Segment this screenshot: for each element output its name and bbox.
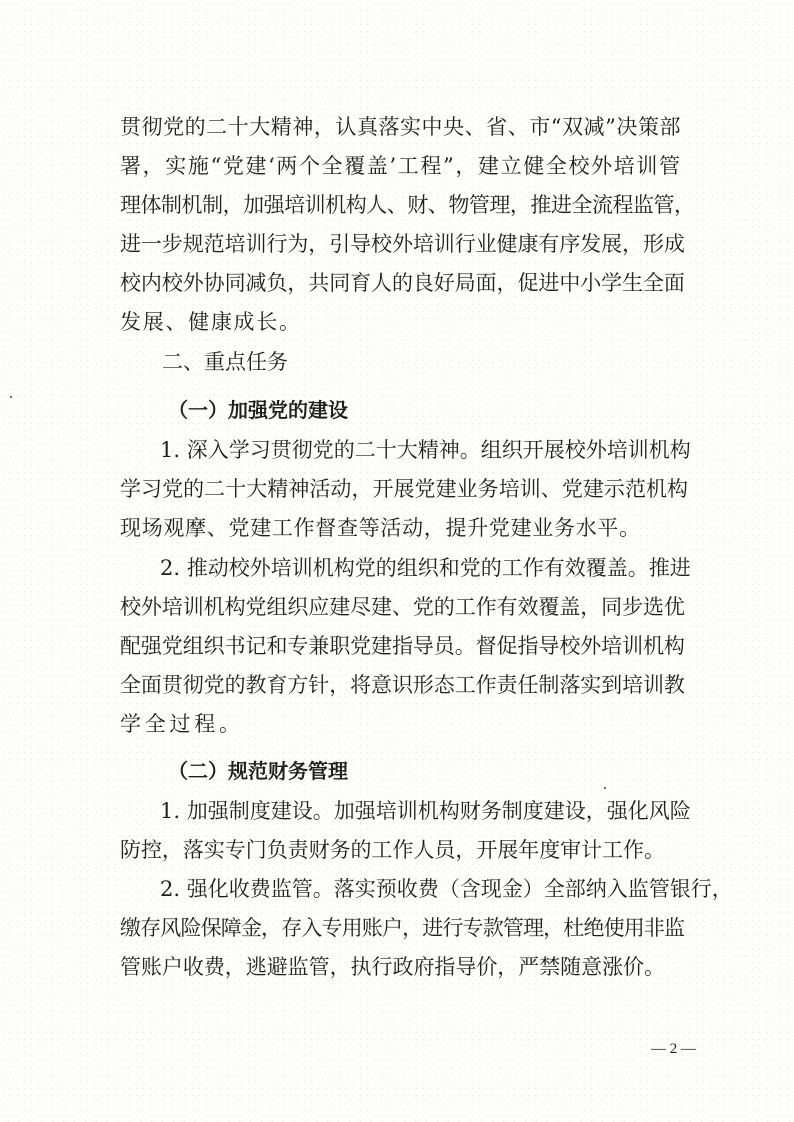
- paragraph-line: 全面贯彻党的教育方针，将意识形态工作责任制落实到培训教: [120, 673, 685, 697]
- paragraph-line: 管账户收费，逃避监管，执行政府指导价，严禁随意涨价。: [120, 955, 665, 979]
- subsection-heading: （二）规范财务管理: [168, 759, 348, 783]
- paragraph-line: 发展、健康成长。: [120, 310, 302, 334]
- paragraph-line: 1. 加强制度建设。加强培训机构财务制度建设，强化风险: [160, 799, 691, 823]
- section-heading: 二、重点任务: [162, 350, 288, 374]
- paragraph-line: 2. 强化收费监管。落实预收费（含现金）全部纳入监管银行，: [160, 877, 733, 901]
- paragraph-line: 校外培训机构党组织应建尽建、党的工作有效覆盖，同步选优: [120, 595, 685, 619]
- paragraph-line: 校内校外协同减负，共同育人的良好局面，促进中小学生全面: [120, 271, 685, 295]
- page-number: — 2 —: [651, 1041, 696, 1057]
- paragraph-line: 学习党的二十大精神活动，开展党建业务培训、党建示范机构: [120, 477, 689, 501]
- paragraph-line: 配强党组织书记和专兼职党建指导员。督促指导校外培训机构: [120, 634, 685, 658]
- paragraph-line: 贯彻党的二十大精神，认真落实中央、省、市“双减”决策部: [120, 115, 682, 139]
- paragraph-line: 1. 深入学习贯彻党的二十大精神。组织开展校外培训机构: [160, 438, 691, 462]
- subsection-heading: （一）加强党的建设: [168, 398, 348, 422]
- paragraph-line: 防控，落实专门负责财务的工作人员，开展年度审计工作。: [120, 838, 665, 862]
- paragraph-line: 缴存风险保障金，存入专用账户，进行专款管理，杜绝使用非监: [120, 916, 685, 940]
- scan-speck: [604, 787, 606, 789]
- paragraph-line: 理体制机制，加强培训机构人、财、物管理，推进全流程监管，: [120, 193, 695, 217]
- paragraph-line: 2. 推动校外培训机构党的组织和党的工作有效覆盖。推进: [160, 556, 691, 580]
- scan-speck: [10, 396, 12, 398]
- paragraph-line: 进一步规范培训行为，引导校外培训行业健康有序发展，形成: [120, 232, 685, 256]
- paragraph-line: 学全过程。: [120, 712, 244, 736]
- paragraph-line: 署，实施“党建‘两个全覆盖’工程”，建立健全校外培训管: [120, 154, 682, 178]
- paragraph-line: 现场观摩、党建工作督查等活动，提升党建业务水平。: [120, 516, 641, 540]
